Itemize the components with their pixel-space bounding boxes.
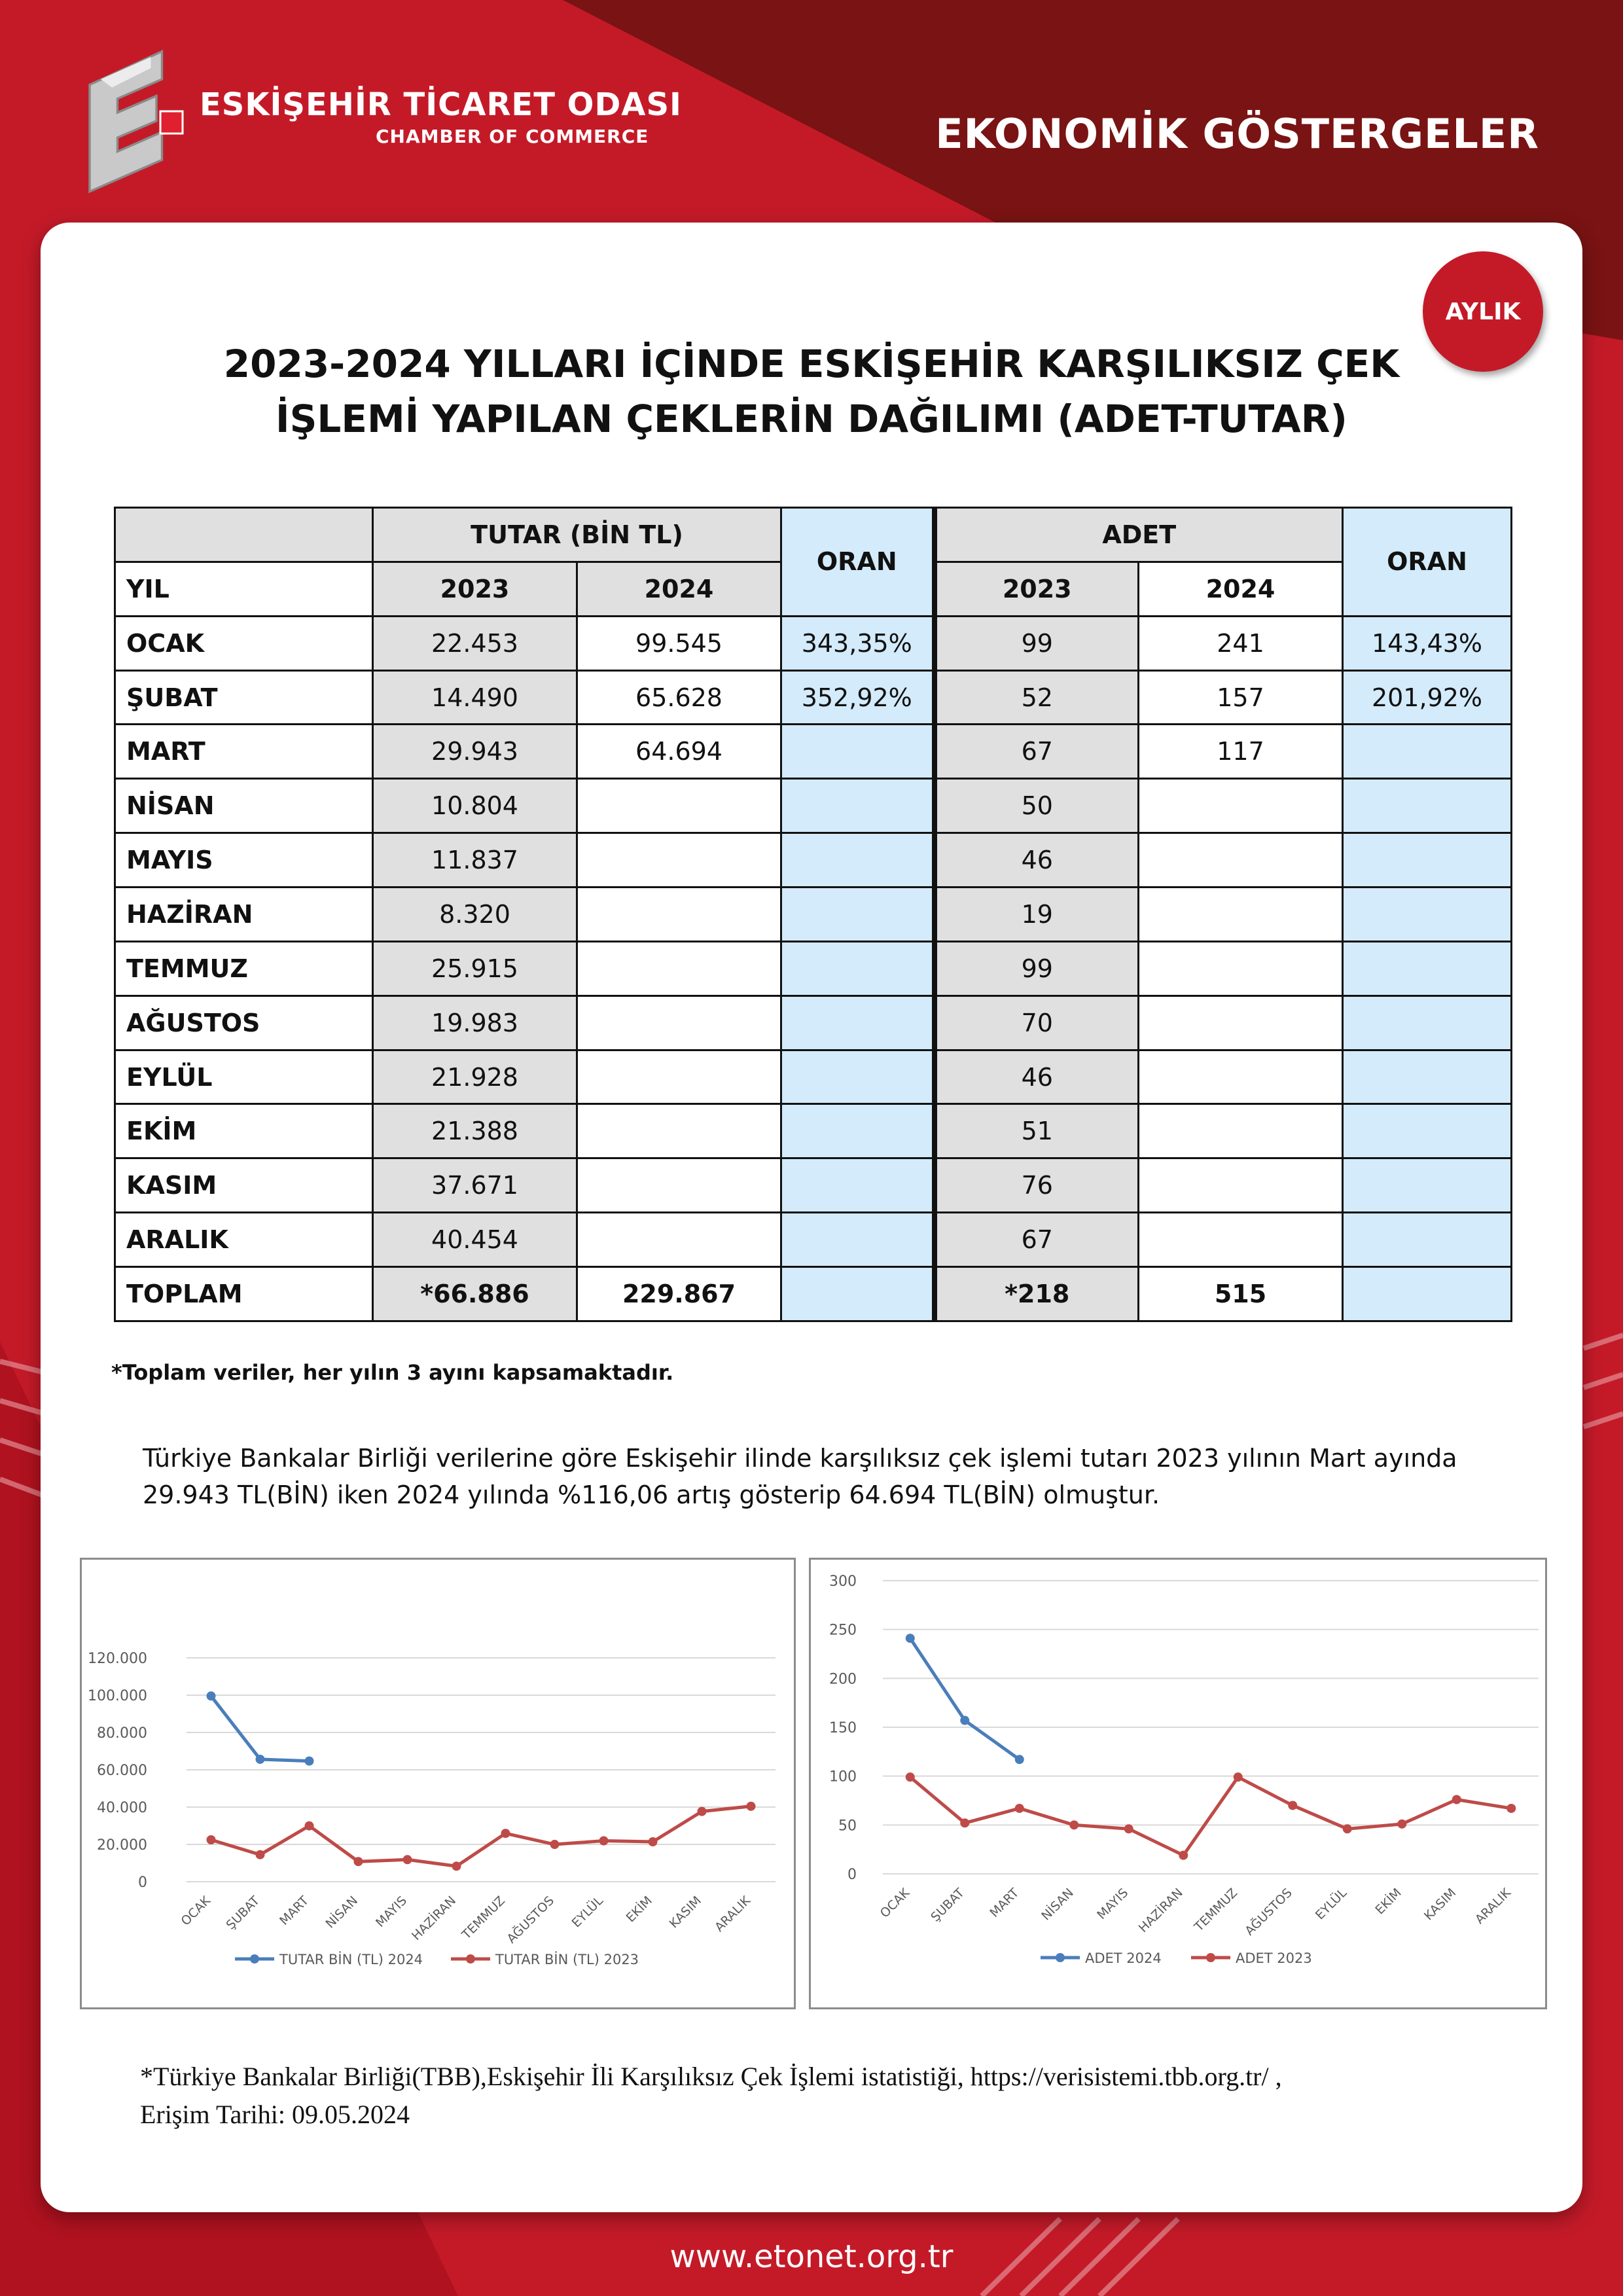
cell-tutar-2024 [577,1104,781,1158]
data-point [1288,1801,1297,1810]
table-row [115,833,1512,888]
data-point [1015,1755,1024,1764]
cell-adet-2023: 99 [935,616,1139,670]
table-row [115,941,1512,996]
y-tick-label: 200 [829,1671,857,1688]
cell-tutar-oran [781,1267,935,1321]
header-oran-tutar: ORAN [781,508,935,617]
legend-label: ADET 2024 [1085,1950,1162,1966]
data-point [305,1757,314,1766]
cell-tutar-2023: 8.320 [373,888,577,942]
data-point [599,1837,609,1846]
x-tick-label: ARALIK [712,1893,754,1935]
cell-tutar-2023: 22.453 [373,616,577,670]
x-tick-label: EKİM [623,1893,656,1926]
header-yil: YIL [115,562,373,616]
cell-tutar-2023: 14.490 [373,670,577,725]
corner-cell [115,508,373,562]
header-tutar-2024: 2024 [577,562,781,616]
x-tick-label: MART [277,1893,312,1928]
cell-tutar-2023: 37.671 [373,1158,577,1213]
cell-adet-2023: 67 [935,725,1139,779]
row-month: KASIM [115,1158,373,1213]
legend-label: TUTAR BİN (TL) 2024 [279,1952,423,1967]
page-title-line1: 2023-2024 YILLARI İÇİNDE ESKİŞEHİR KARŞILIKSIZ ÇEK [223,342,1400,386]
row-month: TOPLAM [115,1267,373,1321]
y-tick-label: 150 [829,1720,857,1736]
row-month: ŞUBAT [115,670,373,725]
cell-adet-2024 [1139,833,1343,888]
x-tick-label: KASIM [666,1893,705,1931]
y-tick-label: 80.000 [97,1725,147,1742]
row-month: OCAK [115,616,373,670]
legend-marker [1206,1953,1215,1962]
cell-adet-oran [1343,1050,1512,1104]
cell-tutar-2023: 21.388 [373,1104,577,1158]
cell-tutar-2023: 25.915 [373,941,577,996]
x-tick-label: NİSAN [323,1893,361,1931]
y-tick-label: 50 [838,1818,857,1835]
data-point [403,1855,412,1864]
cell-tutar-oran [781,833,935,888]
cell-adet-2023: 76 [935,1158,1139,1213]
cell-adet-oran [1343,888,1512,942]
x-tick-label: KASIM [1421,1885,1459,1924]
x-tick-label: AĞUSTOS [504,1893,558,1946]
cell-adet-2024 [1139,941,1343,996]
cell-adet-oran [1343,1104,1512,1158]
data-point [305,1821,314,1831]
group-header-tutar: TUTAR (BİN TL) [373,508,781,562]
data-point [1452,1795,1461,1804]
y-tick-label: 0 [847,1867,857,1883]
cell-tutar-2024 [577,1213,781,1267]
cell-adet-oran [1343,725,1512,779]
y-tick-label: 250 [829,1622,857,1639]
data-point [207,1691,216,1700]
data-point [747,1802,756,1811]
row-month: HAZİRAN [115,888,373,942]
row-month: TEMMUZ [115,941,373,996]
summary-paragraph [143,1440,1478,1513]
cell-adet-2023: *218 [935,1267,1139,1321]
series-line [910,1638,1020,1759]
chart-tutar [80,1558,796,2009]
cell-tutar-2024 [577,1050,781,1104]
x-tick-label: OCAK [877,1885,913,1921]
cell-adet-2023: 52 [935,670,1139,725]
cell-tutar-2024 [577,1158,781,1213]
x-tick-label: ARALIK [1472,1885,1514,1927]
data-point [1015,1804,1024,1813]
cell-adet-2024 [1139,1104,1343,1158]
header-adet-2023: 2023 [935,562,1139,616]
source-citation [140,2058,1282,2134]
legend-marker [250,1954,259,1964]
series-line [211,1806,751,1867]
y-tick-label: 100.000 [88,1688,147,1704]
table-footnote: *Toplam veriler, her yılın 3 ayını kapsamaktadır. [111,1360,674,1385]
cell-adet-2023: 70 [935,996,1139,1050]
cell-tutar-2024: 229.867 [577,1267,781,1321]
cell-adet-2023: 99 [935,941,1139,996]
cell-adet-2024: 241 [1139,616,1343,670]
data-point [501,1829,510,1838]
cell-tutar-2024: 65.628 [577,670,781,725]
row-month: MAYIS [115,833,373,888]
summary-line2: 29.943 TL(BİN) iken 2024 yılında %116,06 artış gösterip 64.694 TL(BİN) olmuştur. [143,1480,1160,1509]
cell-adet-2023: 19 [935,888,1139,942]
header-oran-adet: ORAN [1343,508,1512,617]
data-point [1507,1804,1516,1813]
row-month: MART [115,725,373,779]
y-tick-label: 0 [138,1874,147,1891]
data-point [1343,1824,1352,1833]
chart-adet [809,1558,1547,2009]
data-point [550,1840,560,1849]
cell-tutar-oran [781,725,935,779]
cell-adet-oran [1343,833,1512,888]
data-point [1234,1772,1243,1782]
table-row [115,1104,1512,1158]
cell-tutar-2024: 64.694 [577,725,781,779]
cell-tutar-oran [781,1158,935,1213]
chamber-logo-icon [79,46,203,196]
cell-tutar-2024 [577,779,781,833]
legend-label: ADET 2023 [1236,1950,1312,1966]
series-line [910,1777,1512,1855]
x-tick-label: EYLÜL [1312,1885,1350,1923]
cell-adet-2023: 46 [935,1050,1139,1104]
data-point [960,1716,969,1725]
cell-adet-2023: 50 [935,779,1139,833]
cell-adet-2023: 51 [935,1104,1139,1158]
header-adet-2024: 2024 [1139,562,1343,616]
legend-marker [1056,1953,1065,1962]
data-point [256,1850,265,1859]
row-month: NİSAN [115,779,373,833]
y-tick-label: 120.000 [88,1651,147,1667]
data-point [906,1772,915,1782]
data-point [256,1755,265,1764]
chart-adet-svg [811,1560,1545,2007]
series-line [211,1696,310,1761]
table-row [115,1158,1512,1213]
monthly-badge: AYLIK [1423,251,1543,372]
cell-adet-2024 [1139,996,1343,1050]
chart-tutar-svg [82,1560,794,2007]
cell-adet-2023: 67 [935,1213,1139,1267]
cell-adet-oran: 201,92% [1343,670,1512,725]
table-row [115,1213,1512,1267]
data-point [1069,1820,1079,1829]
y-tick-label: 40.000 [97,1800,147,1816]
table-row [115,670,1512,725]
table-row [115,616,1512,670]
x-tick-label: MAYIS [373,1893,410,1930]
data-point [354,1857,363,1866]
cell-tutar-2023: 10.804 [373,779,577,833]
cell-tutar-oran [781,996,935,1050]
cell-tutar-oran [781,888,935,942]
data-point [1124,1824,1133,1833]
data-point [452,1861,461,1871]
x-tick-label: TEMMUZ [459,1893,508,1943]
x-tick-label: ŞUBAT [223,1893,263,1933]
x-tick-label: AĞUSTOS [1242,1885,1295,1939]
cell-adet-2024: 117 [1139,725,1343,779]
cell-adet-2024 [1139,779,1343,833]
cell-adet-oran [1343,1267,1512,1321]
table-row [115,1050,1512,1104]
y-tick-label: 300 [829,1573,857,1590]
cell-adet-oran [1343,1213,1512,1267]
x-tick-label: HAZİRAN [1135,1885,1186,1936]
cell-tutar-2023: 21.928 [373,1050,577,1104]
x-tick-label: ŞUBAT [928,1885,967,1925]
cell-tutar-2024 [577,888,781,942]
x-tick-label: OCAK [178,1893,214,1929]
data-point [207,1835,216,1844]
cell-tutar-2023: 19.983 [373,996,577,1050]
table-row [115,888,1512,942]
table-row [115,996,1512,1050]
cell-adet-2024 [1139,1213,1343,1267]
x-tick-label: NİSAN [1039,1885,1077,1924]
cell-adet-oran [1343,996,1512,1050]
data-point [698,1807,707,1816]
section-title: EKONOMİK GÖSTERGELER [935,110,1539,158]
y-tick-label: 20.000 [97,1837,147,1854]
x-tick-label: TEMMUZ [1192,1885,1241,1935]
row-month: EKİM [115,1104,373,1158]
legend-marker [466,1954,475,1964]
cell-adet-oran [1343,779,1512,833]
cell-adet-oran: 143,43% [1343,616,1512,670]
cell-tutar-2023: 11.837 [373,833,577,888]
cell-tutar-oran [781,1104,935,1158]
data-point [649,1837,658,1846]
org-subtitle: CHAMBER OF COMMERCE [376,126,649,147]
legend-label: TUTAR BİN (TL) 2023 [495,1952,639,1967]
cell-tutar-oran [781,779,935,833]
data-point [1397,1820,1406,1829]
cell-tutar-2024 [577,996,781,1050]
footer-website-link[interactable]: www.etonet.org.tr [669,2238,954,2275]
cell-tutar-oran [781,1213,935,1267]
cell-tutar-oran [781,1050,935,1104]
cell-tutar-oran: 352,92% [781,670,935,725]
page-title-line2: İŞLEMİ YAPILAN ÇEKLERİN DAĞILIMI (ADET-TUTAR) [276,397,1347,441]
summary-line1: Türkiye Bankalar Birliği verilerine göre Eskişehir ilinde karşılıksız çek işlemi tutarı 2023 yılının Mart ayında [143,1444,1457,1473]
cell-tutar-2024 [577,833,781,888]
table-row [115,779,1512,833]
x-tick-label: EKİM [1372,1885,1404,1918]
data-table [114,507,1512,1322]
data-point [1179,1851,1188,1860]
cell-adet-2024 [1139,1050,1343,1104]
source-line2: Erişim Tarihi: 09.05.2024 [140,2100,410,2129]
cell-tutar-oran: 343,35% [781,616,935,670]
x-tick-label: MART [987,1885,1022,1920]
x-tick-label: HAZİRAN [408,1893,459,1944]
y-tick-label: 100 [829,1768,857,1785]
org-name: ESKİŞEHİR TİCARET ODASI [200,86,682,123]
source-line1: *Türkiye Bankalar Birliği(TBB),Eskişehir İli Karşılıksız Çek İşlemi istatistiği, https://verisistemi.tbb.org.tr/ , [140,2062,1282,2091]
cell-adet-2024 [1139,888,1343,942]
cell-tutar-2023: 40.454 [373,1213,577,1267]
row-month: ARALIK [115,1213,373,1267]
cell-adet-2024: 515 [1139,1267,1343,1321]
header-tutar-2023: 2023 [373,562,577,616]
data-point [960,1818,969,1827]
table-row-total [115,1267,1512,1321]
group-header-adet: ADET [935,508,1343,562]
cell-adet-2024: 157 [1139,670,1343,725]
y-tick-label: 60.000 [97,1763,147,1779]
cell-adet-2024 [1139,1158,1343,1213]
cell-adet-oran [1343,1158,1512,1213]
cell-tutar-2024 [577,941,781,996]
cell-adet-2023: 46 [935,833,1139,888]
cell-adet-oran [1343,941,1512,996]
cell-tutar-2023: 29.943 [373,725,577,779]
table-row [115,725,1512,779]
x-tick-label: MAYIS [1094,1885,1132,1922]
row-month: EYLÜL [115,1050,373,1104]
row-month: AĞUSTOS [115,996,373,1050]
page-title [118,336,1505,446]
x-tick-label: EYLÜL [569,1893,607,1931]
cell-tutar-oran [781,941,935,996]
cell-tutar-2024: 99.545 [577,616,781,670]
data-point [906,1634,915,1643]
cell-tutar-2023: *66.886 [373,1267,577,1321]
